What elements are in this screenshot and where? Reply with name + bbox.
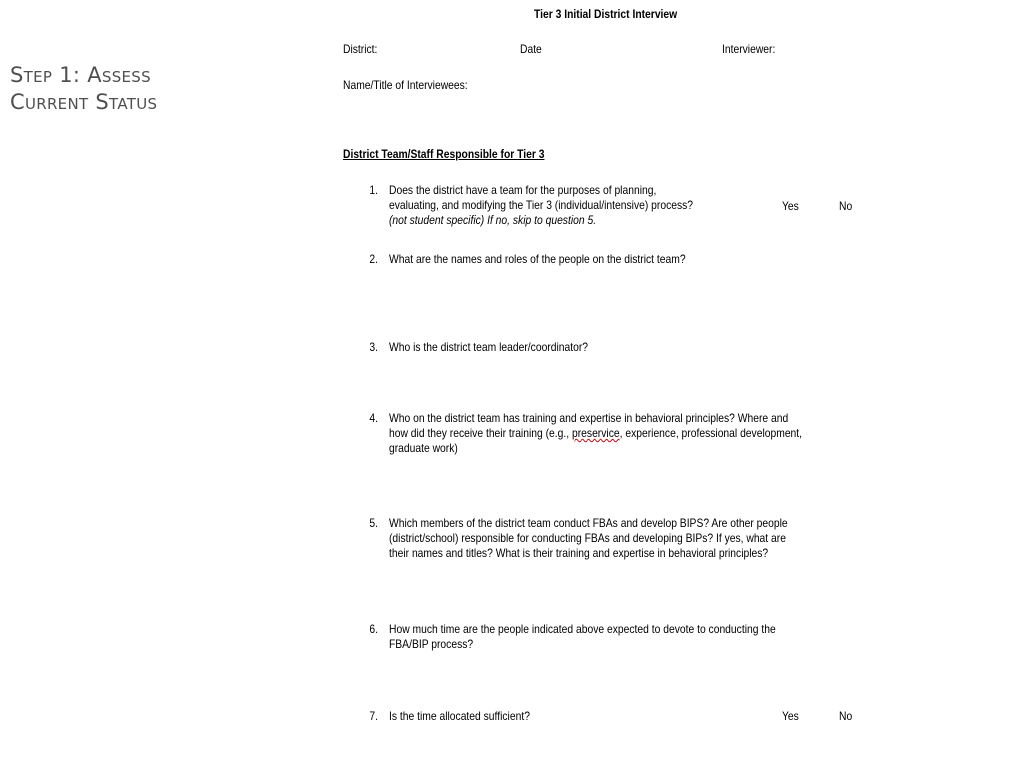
question-1-yes: Yes (782, 199, 799, 213)
question-line: Does the district have a team for the purposes of planning, (389, 183, 657, 197)
district-label: District: (343, 42, 378, 56)
question-number: 4. (369, 411, 378, 425)
question-line: FBA/BIP process? (389, 637, 474, 651)
question-number: 2. (369, 252, 378, 266)
question-line: How much time are the people indicated above expected to devote to conducting the (389, 622, 776, 636)
slide-title (10, 62, 310, 116)
slide-title-line-2: Current Status (10, 90, 158, 114)
question-7-no: No (839, 709, 853, 723)
interviewees-label: Name/Title of Interviewees: (343, 78, 468, 92)
question-line: evaluating, and modifying the Tier 3 (individual/intensive) process? (389, 198, 694, 212)
question-text (389, 251, 896, 266)
question-number: 6. (369, 622, 378, 636)
question-text (389, 339, 896, 354)
question-7-yes: Yes (782, 709, 799, 723)
question-text-part: , experience, professional development, (619, 426, 803, 440)
question-text-part: how did they receive their training (e.g., (389, 426, 572, 440)
date-label: Date (520, 42, 542, 56)
question-note: (not student specific) If no, skip to question 5. (389, 213, 597, 227)
question-text (389, 515, 896, 560)
question-line: graduate work) (389, 441, 458, 455)
question-line: their names and titles? What is their training and expertise in behavioral principles? (389, 546, 769, 560)
form-title: Tier 3 Initial District Interview (534, 7, 678, 21)
slide-title-line-1: Step 1: Assess (10, 63, 151, 87)
question-text (389, 410, 896, 455)
section-heading: District Team/Staff Responsible for Tier 3 (343, 147, 545, 161)
spelling-flag: preservice (571, 426, 620, 440)
question-number: 1. (369, 183, 378, 197)
interviewer-label: Interviewer: (722, 42, 776, 56)
interview-form (342, 0, 1002, 768)
question-line (389, 425, 896, 440)
question-line: Which members of the district team conduct FBAs and develop BIPS? Are other people (389, 516, 788, 530)
question-line: Who is the district team leader/coordinator? (389, 340, 589, 354)
question-text (389, 182, 896, 227)
question-number: 3. (369, 340, 378, 354)
question-text (389, 708, 896, 723)
question-number: 5. (369, 516, 378, 530)
question-number: 7. (369, 709, 378, 723)
question-line: What are the names and roles of the people on the district team? (389, 252, 686, 266)
question-line: (district/school) responsible for conducting FBAs and developing BIPs? If yes, what are (389, 531, 786, 545)
question-line: Who on the district team has training and expertise in behavioral principles? Where and (389, 411, 789, 425)
question-line: Is the time allocated sufficient? (389, 709, 530, 723)
question-1-no: No (839, 199, 853, 213)
question-text (389, 621, 896, 651)
